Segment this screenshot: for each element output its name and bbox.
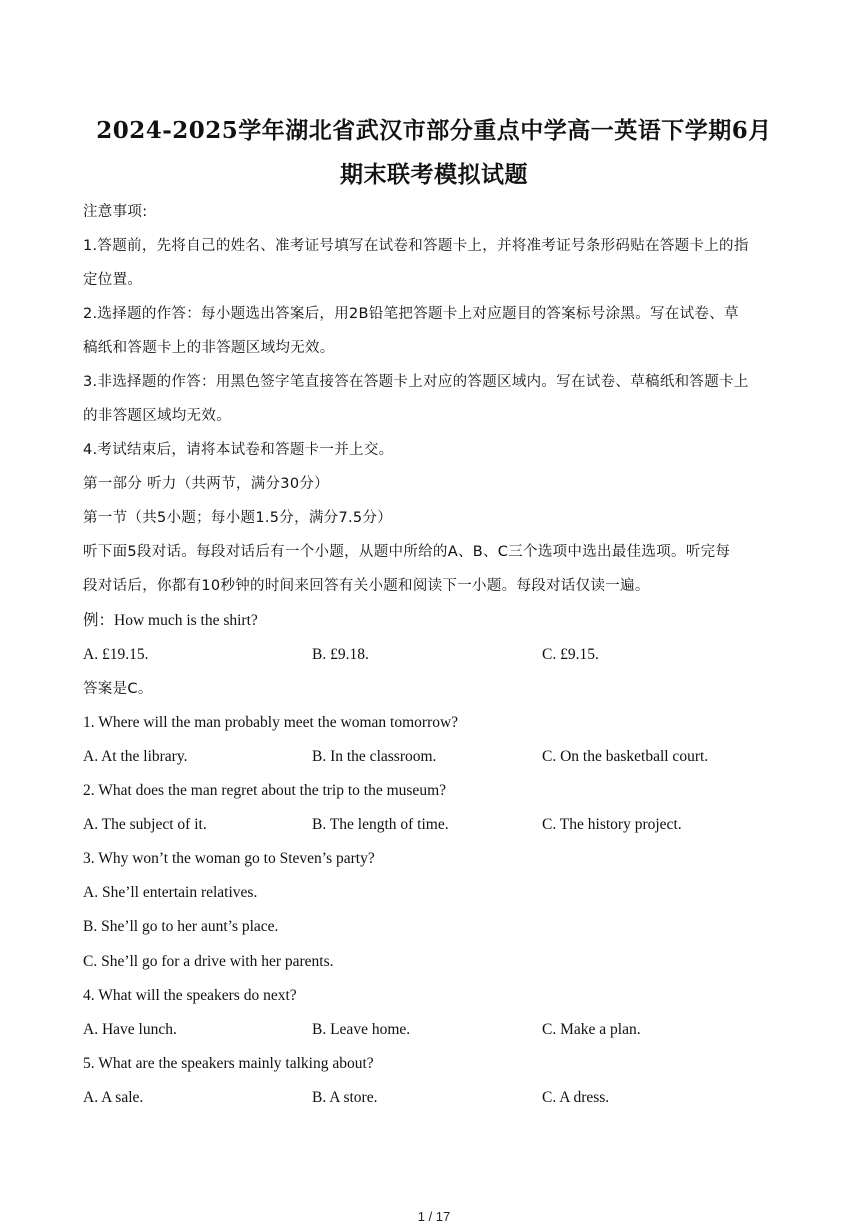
section-heading: 第一节（共5小题；每小题1.5分，满分7.5分） (83, 510, 393, 526)
question-1-option-c: C. On the basketball court. (542, 748, 709, 765)
question-5: 5. What are the speakers mainly talking about? (83, 1055, 374, 1072)
notice-item: 3.非选择题的作答：用黑色签字笔直接答在答题卡上对应的答题区域内。写在试卷、草稿纸和答题卡上 (83, 374, 749, 390)
question-3-option-b: B. She’ll go to her aunt’s place. (83, 918, 279, 935)
notice-item: 1.答题前，先将自己的姓名、准考证号填写在试卷和答题卡上，并将准考证号条形码贴在答题卡上的指 (83, 238, 749, 254)
question-3-option-a: A. She’ll entertain relatives. (83, 884, 258, 901)
part-heading: 第一部分 听力（共两节，满分30分） (83, 476, 329, 492)
question-3: 3. Why won’t the woman go to Steven’s party? (83, 850, 375, 867)
question-5-option-b: B. A store. (312, 1089, 378, 1106)
question-4-option-c: C. Make a plan. (542, 1021, 641, 1038)
question-1-option-b: B. In the classroom. (312, 748, 437, 765)
exam-title-line-1: 2024-2025学年湖北省武汉市部分重点中学高一英语下学期6月 (96, 117, 772, 144)
notice-item: 2.选择题的作答：每小题选出答案后，用2B铅笔把答题卡上对应题目的答案标号涂黑。写在试卷、草 (83, 306, 739, 322)
instructions-line: 段对话后，你都有10秒钟的时间来回答有关小题和阅读下一小题。每段对话仅读一遍。 (83, 578, 650, 594)
question-1-option-a: A. At the library. (83, 748, 188, 765)
example-option-b: B. £9.18. (312, 646, 369, 663)
page-number: 1 / 17 (417, 1209, 451, 1224)
question-2: 2. What does the man regret about the trip to the museum? (83, 782, 447, 799)
question-4-option-b: B. Leave home. (312, 1021, 411, 1038)
instructions-line: 听下面5段对话。每段对话后有一个小题，从题中所给的A、B、C三个选项中选出最佳选项。听完每 (83, 544, 731, 560)
question-4: 4. What will the speakers do next? (83, 987, 297, 1004)
example-answer: 答案是C。 (83, 681, 153, 697)
notice-item: 稿纸和答题卡上的非答题区域均无效。 (83, 340, 335, 356)
question-2-option-b: B. The length of time. (312, 816, 449, 833)
example-question: 例：How much is the shirt? (83, 612, 258, 629)
question-3-option-c: C. She’ll go for a drive with her parents. (83, 953, 334, 970)
question-4-option-a: A. Have lunch. (83, 1021, 177, 1038)
exam-title-line-2: 期末联考模拟试题 (340, 161, 528, 188)
notice-item: 的非答题区域均无效。 (83, 408, 231, 424)
question-1: 1. Where will the man probably meet the woman tomorrow? (83, 714, 459, 731)
notice-heading: 注意事项: (83, 204, 148, 220)
notice-item: 4.考试结束后，请将本试卷和答题卡一并上交。 (83, 442, 394, 458)
question-5-option-a: A. A sale. (83, 1089, 144, 1106)
example-option-a: A. £19.15. (83, 646, 149, 663)
notice-item: 定位置。 (83, 272, 143, 288)
question-2-option-c: C. The history project. (542, 816, 682, 833)
question-2-option-a: A. The subject of it. (83, 816, 207, 833)
example-option-c: C. £9.15. (542, 646, 599, 663)
question-5-option-c: C. A dress. (542, 1089, 610, 1106)
